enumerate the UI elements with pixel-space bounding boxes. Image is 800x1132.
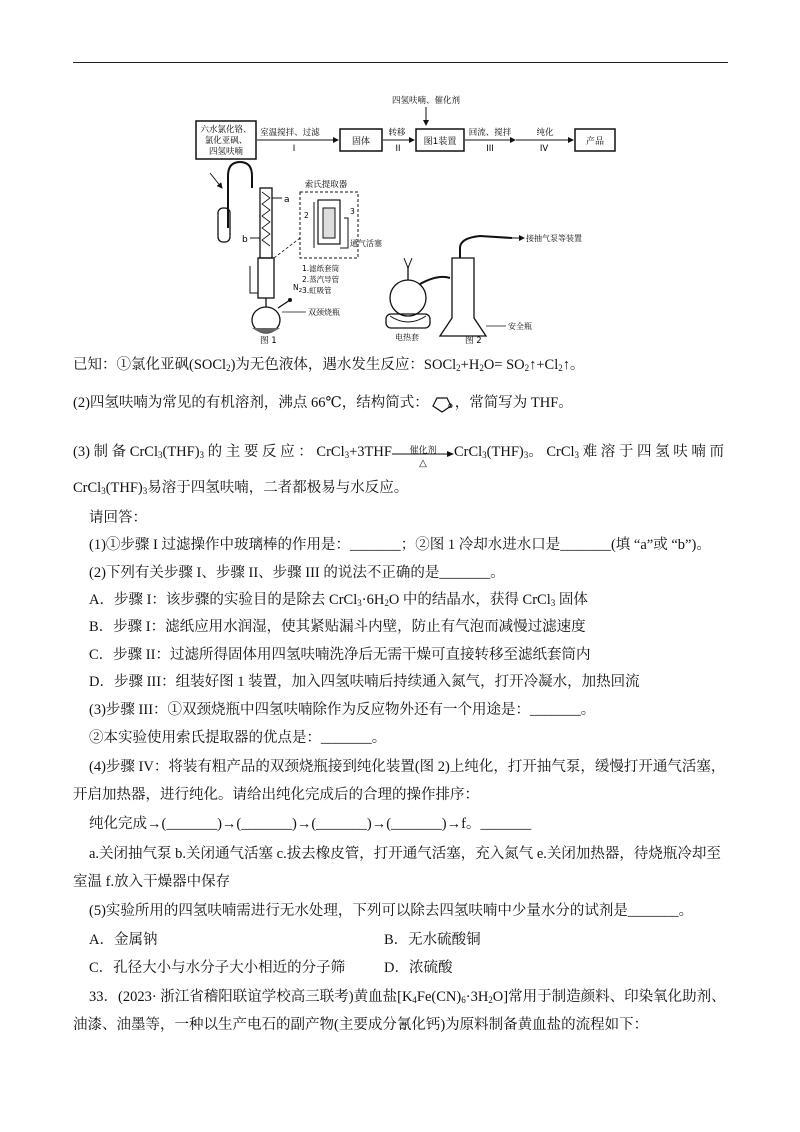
sub: 2 <box>524 363 530 373</box>
question-5-option-d: D．浓硫酸 <box>384 960 453 976</box>
zoom-num-3: 3 <box>350 207 355 216</box>
sub: 3 <box>344 450 350 460</box>
thf-structure-icon <box>429 394 455 414</box>
p3-b: (THF) <box>162 444 200 460</box>
zoom-siphon <box>340 218 348 248</box>
p3-c: 的 主 要 反 应 ： CrCl <box>204 444 345 460</box>
sub: 3 <box>574 450 580 460</box>
label-b: b <box>242 235 248 245</box>
pump-label: 接抽气泵等装置 <box>526 234 582 243</box>
product-label: 产品 <box>585 137 605 147</box>
sub: 2 <box>226 363 231 373</box>
step4-label: 纯化 <box>536 128 554 138</box>
extractor-body <box>258 258 274 298</box>
question-3a: (3)步骤 III：①双颈烧瓶中四氢呋喃除作为反应物外还有一个用途是：_______。 <box>89 702 596 718</box>
q33-d: O]常用于制造颜料、印染氧化助剂、 <box>492 989 726 1005</box>
side-neck-stopcock <box>288 298 292 302</box>
known1-c: +H <box>460 357 480 373</box>
sub: 6 <box>461 995 466 1005</box>
question-2-option-b: B．步骤 I：滤纸应用水润湿，使其紧贴漏斗内壁，防止有气泡而减慢过滤速度 <box>89 619 586 635</box>
p3-line2-c: 易溶于四氢呋喃，二者都极易与水反应。 <box>147 480 409 496</box>
start-box-line2: 氯化亚砜、 <box>204 136 248 146</box>
flask-label: 双颈烧瓶 <box>308 308 340 317</box>
svg-text:o: o <box>447 400 453 410</box>
fig1-caption: 图 1 <box>260 336 277 346</box>
q33-a: 33．(2023· 浙江省稽阳联谊学校高三联考)黄血盐[K <box>89 989 413 1005</box>
p3-line2-b: (THF) <box>105 480 143 496</box>
reaction-heat: △ <box>419 457 427 469</box>
start-box-line3: 四氢呋喃 <box>208 147 244 157</box>
start-box-line1: 六水氯化铬、 <box>200 125 252 135</box>
p3-h: 难 溶 于 四 氢 呋 喃 而 <box>579 444 725 460</box>
known-1 <box>73 355 733 378</box>
n2-label: $N_2$ <box>293 283 303 294</box>
step1-num: I <box>292 144 296 154</box>
known1-d: O= SO <box>483 357 525 373</box>
rubber-tube <box>420 277 450 284</box>
question-2: (2)下列有关步骤 I、步骤 II、步骤 III 的说法不正确的是_______。 <box>89 565 505 581</box>
please-answer: 请回答： <box>89 510 147 526</box>
known-3-line2 <box>73 478 733 501</box>
zoom-num-2: 2 <box>304 211 309 220</box>
known-3-line1 <box>73 442 733 469</box>
question-5-option-c: C．孔径大小与水分子大小相近的分子筛 <box>89 960 346 976</box>
step3-label: 回流、搅拌 <box>468 128 512 138</box>
sub: 2 <box>456 363 461 373</box>
reaction-catalyst: 催化剂 <box>409 444 437 455</box>
step1-label: 室温搅拌、过滤 <box>260 128 320 138</box>
question-2-option-a <box>89 590 749 613</box>
question-4-line2: 开启加热器，进行纯化。请给出纯化完成后的合理的操作排序： <box>73 787 479 803</box>
filter-thimble <box>323 208 335 238</box>
sub: 3 <box>523 450 529 460</box>
sub: 3 <box>482 450 487 460</box>
q2a-d: 固体 <box>555 592 588 608</box>
side-neck <box>278 300 290 308</box>
flask-liquid <box>252 328 280 333</box>
device-label: 图1装置 <box>423 137 457 147</box>
sub: 3 <box>101 486 106 496</box>
question-5-option-a: A．金属钠 <box>89 932 158 948</box>
sub: 3 <box>199 450 205 460</box>
step4-num: IV <box>539 144 549 154</box>
label-a: a <box>284 195 290 205</box>
valve-label: 通气活塞 <box>350 239 382 248</box>
sub: 2 <box>479 363 484 373</box>
known1-f: ↑。 <box>562 357 585 373</box>
p3-e: CrCl <box>453 444 483 460</box>
q2a-a: A．步骤 I：该步骤的实验目的是除去 CrCl <box>89 592 358 608</box>
safety-bottle <box>440 258 486 336</box>
heater-label: 电热套 <box>395 333 419 342</box>
sub: 2 <box>384 598 389 608</box>
question-4-options-line1: a.关闭抽气泵 b.关闭通气活塞 c.拔去橡皮管，打开通气活塞，充入氮气 e.关闭加热器，待烧瓶冷却至 <box>89 846 721 862</box>
thf-a: (2)四氢呋喃为常见的有机溶剂，沸点 66℃，结构简式： <box>73 395 429 411</box>
question-4-sequence: 纯化完成→(_______)→(_______)→(_______)→(_______)→f。_______ <box>89 816 532 832</box>
legend-1: 1.滤纸套筒 <box>302 264 340 273</box>
question-5-option-b: B．无水硫酸铜 <box>384 932 481 948</box>
p3-g: 。 CrCl <box>528 444 575 460</box>
legend-2: 2.蒸汽导管 <box>302 275 340 284</box>
known1-b: )为无色液体，遇水发生反应：SOCl <box>230 357 457 373</box>
step3-num: III <box>486 144 494 154</box>
condenser <box>260 188 272 258</box>
figure-svg <box>190 88 620 350</box>
p3-line2-a: CrCl <box>73 480 102 496</box>
p3-d: +3THF <box>349 444 392 460</box>
question-1: (1)①步骤 I 过滤操作中玻璃棒的作用是：_______；②图 1 冷却水进水口是_______(填 “a”或 “b”)。 <box>89 537 711 553</box>
q33-c: ·3H <box>465 989 489 1005</box>
flow-reagents: 四氢呋喃、催化剂 <box>391 96 461 106</box>
question-3b: ②本实验使用索氏提取器的优点是：_______。 <box>89 730 387 746</box>
q2a-c: O 中的结晶水，获得 CrCl <box>388 592 551 608</box>
zoom-line <box>274 238 300 258</box>
question-33-line2: 油漆、油墨等，一种以生产电石的副产物(主要成分氰化钙)为原料制备黄血盐的流程如下： <box>73 1017 649 1033</box>
thf-b: ，常简写为 THF。 <box>454 395 573 411</box>
pump-tube <box>460 236 512 258</box>
q33-b: Fe(CN) <box>416 989 462 1005</box>
reaction-arrow <box>392 443 454 469</box>
drying-tube <box>228 162 252 228</box>
sub: 2 <box>488 995 493 1005</box>
solid-label: 固体 <box>351 137 371 147</box>
step2-num: II <box>395 144 401 154</box>
step2-label: 转移 <box>388 128 406 138</box>
question-4-options-line2: 室温 f.放入干燥器中保存 <box>73 874 231 890</box>
question-4-line1: (4)步骤 IV：将装有粗产品的双颈烧瓶接到纯化装置(图 2)上纯化，打开抽气泵，缓慢打开通气活塞， <box>89 759 726 775</box>
fig2-caption: 图 2 <box>465 336 482 346</box>
known-2 <box>73 393 733 414</box>
question-2-option-d: D．步骤 III：组装好图 1 装置，加入四氢呋喃后持续通入氮气，打开冷凝水，加热回流 <box>89 674 640 690</box>
legend-3: 3.虹吸管 <box>302 286 332 295</box>
sub: 3 <box>157 450 163 460</box>
soxhlet-title: 索氏提取器 <box>304 180 348 190</box>
p3-a: (3) 制 备 CrCl <box>73 444 158 460</box>
sub: 3 <box>357 598 362 608</box>
question-2-option-c: C．步骤 II：过滤所得固体用四氢呋喃洗净后无需干燥可直接转移至滤纸套筒内 <box>89 647 591 663</box>
sub: 3 <box>142 486 148 496</box>
siphon-tube <box>250 266 258 293</box>
q2a-b: ·6H <box>361 592 385 608</box>
question-33-line1 <box>89 987 749 1010</box>
question-5: (5)实验所用的四氢呋喃需进行无水处理，下列可以除去四氢呋喃中少量水分的试剂是_______。 <box>89 903 694 919</box>
sub: 2 <box>558 363 563 373</box>
header-rule <box>73 62 728 63</box>
experiment-figure <box>190 88 620 350</box>
condenser-coil <box>262 192 270 246</box>
sub: 3 <box>550 598 556 608</box>
p3-f: (THF) <box>486 444 524 460</box>
known1-e: ↑+Cl <box>529 357 559 373</box>
round-flask <box>390 280 426 316</box>
inlet-arrow <box>210 173 222 188</box>
known1-a: 已知：①氯化亚砜(SOCl <box>73 357 227 373</box>
heater-arc <box>390 316 426 322</box>
sub: 4 <box>412 995 417 1005</box>
safety-label: 安全瓶 <box>508 322 532 331</box>
